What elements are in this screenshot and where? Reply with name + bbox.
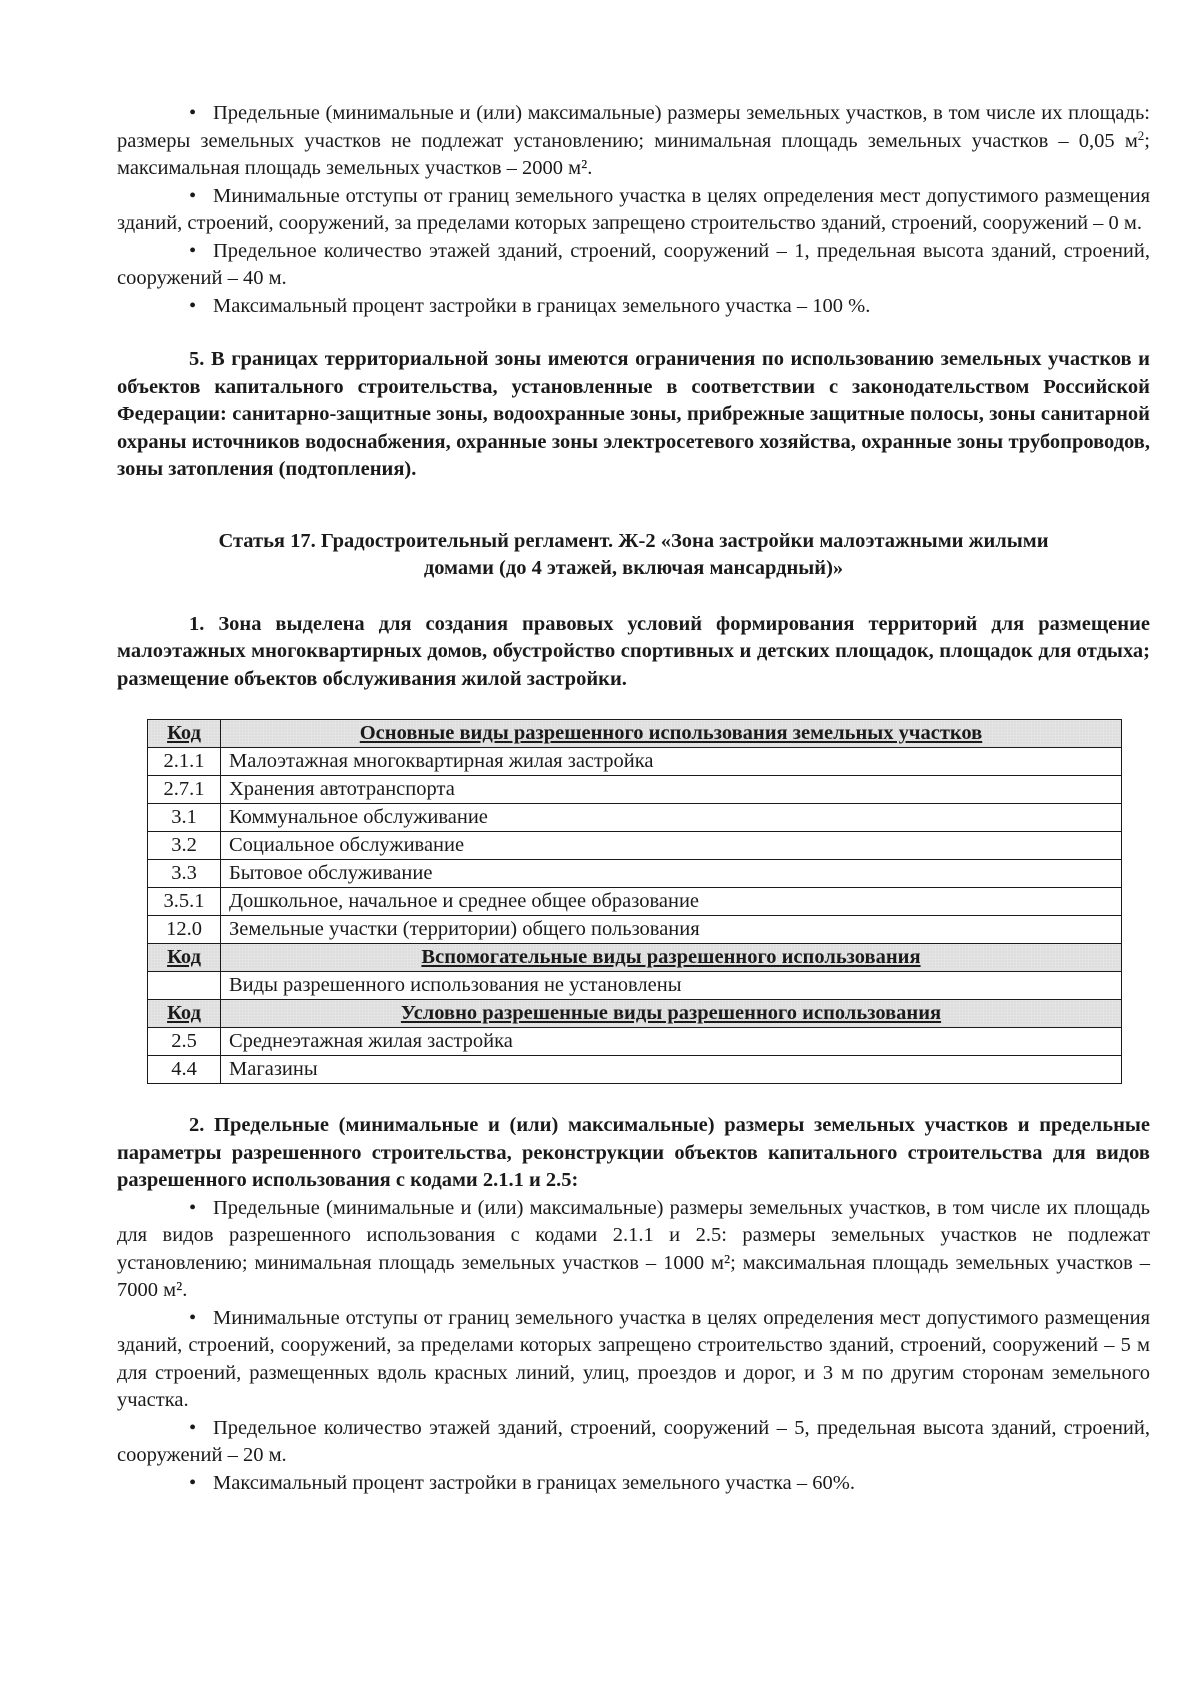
section-5-restrictions: 5. В границах территориальной зоны имеются ограничения по использованию земельных участков и объектов капитального строительства, установленные в соответствии с законодательством Российской Федерации: санитарно-защитные зоны, водоохранные зоны, прибрежные защитные полосы, зоны санитарной охраны источников водоснабжения, охранные зоны электросетевого хозяйства, охранные зоны трубопроводов, зоны затопления (подтопления).	[117, 348, 1150, 480]
use-name: Малоэтажная многоквартирная жилая застройка	[221, 748, 1122, 776]
table-row	[148, 804, 1122, 832]
section-2-parameters: 2. Предельные (минимальные и (или) максимальные) размеры земельных участков и предельные параметры разрешенного строительства, реконструкции объектов капитального строительства для видов разрешенного использования с кодами 2.1.1 и 2.5:	[117, 1114, 1150, 1191]
bullet-icon: •	[189, 102, 197, 124]
bullet-coverage-2: • Максимальный процент застройки в границах земельного участка – 60%.	[117, 1470, 1150, 1498]
use-name: Социальное обслуживание	[221, 832, 1122, 860]
use-code	[148, 972, 221, 1000]
article-title-line1: Статья 17. Градостроительный регламент. Ж-2 «Зона застройки малоэтажными жилыми	[218, 529, 1049, 552]
use-code: 3.5.1	[148, 888, 221, 916]
bullet-icon: •	[189, 1471, 197, 1494]
use-code: 2.1.1	[148, 748, 221, 776]
use-name: Хранения автотранспорта	[221, 776, 1122, 804]
use-name: Земельные участки (территории) общего пользования	[221, 916, 1122, 944]
bullet-plot-size: • Предельные (минимальные и (или) максимальные) размеры земельных участков, в том числе их площадь: размеры земельных участков не подлежат установлению; минимальная площадь земельных участков – 0,05 $м^2$; максимальная площадь земельных участков – 2000 м².	[117, 102, 1150, 179]
use-name: Среднеэтажная жилая застройка	[221, 1028, 1122, 1056]
table-row	[148, 1056, 1122, 1084]
use-name: Дошкольное, начальное и среднее общее образование	[221, 888, 1122, 916]
bullet-icon: •	[189, 1196, 197, 1219]
table-header-main	[148, 720, 1122, 748]
table-row	[148, 776, 1122, 804]
table-header-conditional	[148, 1000, 1122, 1028]
table-row	[148, 860, 1122, 888]
bullet-icon: •	[189, 294, 197, 317]
header-title: Основные виды разрешенного использования земельных участков	[221, 720, 1122, 748]
bullet-setbacks-2: • Минимальные отступы от границ земельного участка в целях определения мест допустимого размещения зданий, строений, сооружений, за пределами которых запрещено строительство зданий, строений, сооружений – 5 м для строений, размещенных вдоль красных линий, улиц, проездов и дорог, и 3 м по другим сторонам земельного участка.	[117, 1306, 1150, 1411]
bullet-icon: •	[189, 1416, 197, 1439]
header-title: Условно разрешенные виды разрешенного использования	[221, 1000, 1122, 1028]
header-code: Код	[148, 720, 221, 748]
table-row	[148, 888, 1122, 916]
bullet-icon: •	[189, 1306, 197, 1329]
header-code: Код	[148, 1000, 221, 1028]
bullet-icon: •	[189, 184, 197, 207]
table-header-auxiliary	[148, 944, 1122, 972]
use-name: Виды разрешенного использования не установлены	[221, 972, 1122, 1000]
article-title-line2: домами (до 4 этажей, включая мансардный)»	[423, 557, 844, 579]
bullet-coverage: • Максимальный процент застройки в границах земельного участка – 100 %.	[117, 293, 1150, 321]
use-name: Коммунальное обслуживание	[221, 804, 1122, 832]
use-code: 3.2	[148, 832, 221, 860]
use-code: 3.1	[148, 804, 221, 832]
use-name: Магазины	[221, 1056, 1122, 1084]
permitted-uses-table-body	[148, 720, 1122, 1084]
bullet-setbacks: • Минимальные отступы от границ земельного участка в целях определения мест допустимого размещения зданий, строений, сооружений, за пределами которых запрещено строительство зданий, строений, сооружений – 0 м.	[117, 184, 1150, 234]
table-row	[148, 916, 1122, 944]
section-1-zone-purpose: 1. Зона выделена для создания правовых условий формирования территорий для размещение малоэтажных многоквартирных домов, обустройство спортивных и детских площадок, площадок для отдыха; размещение объектов обслуживания жилой застройки.	[117, 612, 1150, 690]
table-row	[148, 832, 1122, 860]
permitted-uses-table	[147, 719, 1122, 1084]
header-title: Вспомогательные виды разрешенного использования	[221, 944, 1122, 972]
use-name: Бытовое обслуживание	[221, 860, 1122, 888]
document-page	[117, 100, 1150, 1497]
bullet-floors: • Предельное количество этажей зданий, строений, сооружений – 1, предельная высота зданий, строений, сооружений – 40 м.	[117, 239, 1150, 289]
use-code: 12.0	[148, 916, 221, 944]
table-row	[148, 748, 1122, 776]
use-code: 2.5	[148, 1028, 221, 1056]
use-code: 4.4	[148, 1056, 221, 1084]
bullet-icon: •	[189, 239, 197, 262]
use-code: 2.7.1	[148, 776, 221, 804]
use-code: 3.3	[148, 860, 221, 888]
table-row	[148, 972, 1122, 1000]
header-code: Код	[148, 944, 221, 972]
bullet-plot-size-2: • Предельные (минимальные и (или) максимальные) размеры земельных участков, в том числе их площадь для видов разрешенного использования с кодами 2.1.1 и 2.5: размеры земельных участков не подлежат установлению; минимальная площадь земельных участков – 1000 м²; максимальная площадь земельных участков – 7000 м².	[117, 1196, 1150, 1301]
table-row	[148, 1028, 1122, 1056]
bullet-floors-2: • Предельное количество этажей зданий, строений, сооружений – 5, предельная высота зданий, строений, сооружений – 20 м.	[117, 1416, 1150, 1466]
